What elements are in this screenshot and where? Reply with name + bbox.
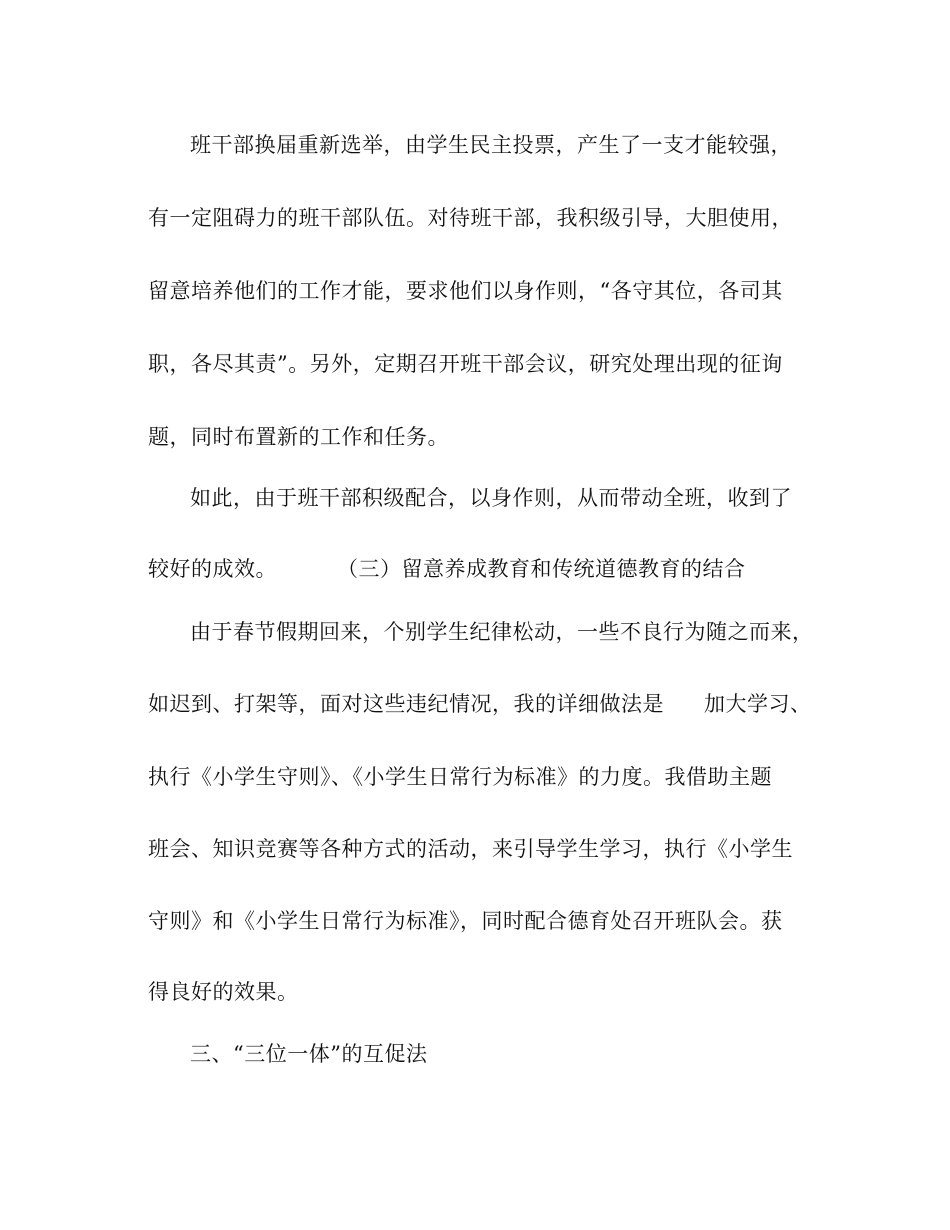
paragraph-2-line-2-text: 较好的成效。 xyxy=(148,557,277,581)
paragraph-2-line-1: 如此，由于班干部积级配合，以身作则，从而带动全班，收到了 xyxy=(190,486,792,510)
paragraph-3-line-2-tail: 加大学习、 xyxy=(704,692,812,716)
paragraph-3-line-6: 得良好的效果。 xyxy=(148,980,299,1004)
paragraph-3-line-4: 班会、知识竞赛等各种方式的活动，来引导学生学习，执行《小学生 xyxy=(148,837,793,861)
paragraph-1-line-5: 题，同时布置新的工作和任务。 xyxy=(148,425,449,449)
section-heading-three: 三、“三位一体”的互促法 xyxy=(190,1042,428,1066)
paragraph-1-line-4: 职，各尽其责”。另外，定期召开班干部会议，研究处理出现的征询 xyxy=(148,352,783,376)
paragraph-1-line-2: 有一定阻碍力的班干部队伍。对待班干部，我积级引导，大胆使用， xyxy=(148,206,793,230)
paragraph-3-line-5: 守则》和《小学生日常行为标准》，同时配合德育处召开班队会。获 xyxy=(148,909,783,933)
paragraph-3-line-2 xyxy=(148,689,812,719)
paragraph-1-line-3: 留意培养他们的工作才能，要求他们以身作则，“各守其位，各司其 xyxy=(148,279,783,303)
paragraph-1-line-1: 班干部换届重新选举，由学生民主投票，产生了一支才能较强， xyxy=(190,133,792,157)
paragraph-3-line-2-text: 如迟到、打架等，面对这些违纪情况，我的详细做法是 xyxy=(148,692,664,716)
paragraph-3-line-3: 执行《小学生守则》、《小学生日常行为标准》的力度。我借助主题 xyxy=(148,765,772,789)
paragraph-3-line-1: 由于春节假期回来，个别学生纪律松动，一些不良行为随之而来， xyxy=(190,620,814,644)
paragraph-2-line-2 xyxy=(148,554,746,584)
section-heading-3: （三）留意养成教育和传统道德教育的结合 xyxy=(337,557,746,581)
